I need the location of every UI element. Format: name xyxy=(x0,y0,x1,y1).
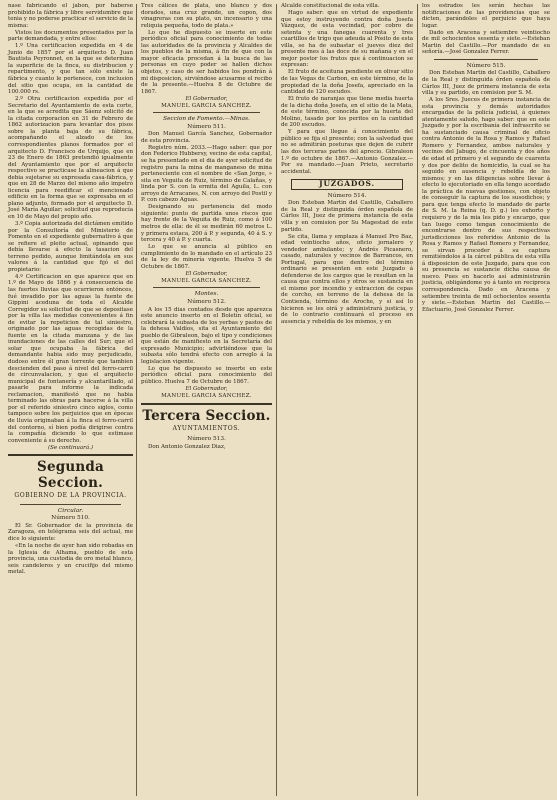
paragraph: El fruto de aceituna pendiente en olivar sitio de las Vegas de Carbon, en este término, de la propiedad de la doña Josefa, apreciado en la cantidad de 120 escudos. xyxy=(281,69,413,96)
notice-number: Número 515. xyxy=(466,62,506,69)
paragraph: Y para que llegue á conocimiento del público se fija el presente; con la salvedad que no se admitirán posturas que dejen de cubrir las dos terceras partes del aprecio. Gibraleon 1.º de octubre de 1867.—Antonio Gonzalez.—Por su mandado.—Juan Prieto, secretario accidental. xyxy=(281,129,413,175)
paragraph: 4.º Certificacion en que aparece que en 1.º de Mayo de 1866 y á consecuencia de las fuertes lluvias que ocurrieron entónces, fué invadido por las aguas la fuente de Gippini aceduna de toda el Alcalde Corregidor su solicitud de que se depositase por la villa las medidas convenientes á fin de evitar la repeticion de tal siniestro, originado por las aguas recogidas de la fuente en la citada manzana y de las inundaciones de las calles del Sur; que el solar que ocupaba la fábrica del demandante habia sido muy perjudicado, dudoso entre él gran torrente que tambien descienden del paso á nivel del ferro-carril de circunvalacion, y que el arquitecto municipal de fontanería y alcantarillado, al pasarle para informe la indicada reclamacion, manifestó que no habia terminado las obras para hacerse á la villa por el referido siniestro cinco siglos, como tampoco sobre los perjuicios que en épocas de lluvia originaban á la finca el ferro-carril del contorno, sí bien podía dirigirse contra la compañía diciendo lo que estimase conveniente á su derecho. xyxy=(8,273,133,444)
section-box-heading: JUZGADOS. xyxy=(291,179,403,190)
divider xyxy=(153,287,260,288)
paragraph: Don Antonio Gonzalez Diaz, xyxy=(148,443,226,450)
paragraph: Alcalde constitucional de esta villa. xyxy=(281,3,380,9)
notice-number: Número 510. xyxy=(51,515,90,522)
paragraph: Registro núm. 2033.—Hago saber: que por don Federico Hubbersy, vecino de esta capital, se ha presentado en el dia de ayer solicitud de registro para la mina de manganeso de mina perteneciente con el nombre de «San Jorge, » sita en Veguita de Ruiz, término de Calañas, y linda por S. con la ermita del Aguila, L. con arroyo de Arracanes, N. con arroyo del Postil y P. con cabezo Aguas. xyxy=(141,144,272,204)
paragraph: Lo que se anuncia al público en cumplimiento de lo mandado en el artículo 23 de la ley de minería vigente. Huelva 5 de Octubre de 1867. xyxy=(141,244,272,270)
column-3 xyxy=(281,3,413,800)
paragraph: Hago saber: que en virtud de expediente que estoy instruyendo contra doña Josefa Vázquez, de esta vecindad, por cobro de setenta y una fanegas cuarenta y tres cuartillos de trigo que adeuda al Pósito de esta villa, se ha de subastar el jueves diez del presente mes á las doce de su mañana y en el mejor postor los frutos que á continuacion se expresan: xyxy=(281,10,413,69)
notice-number: Número 511. xyxy=(187,123,226,130)
paragraph: nase fabricando el jabon, por haberse prohibido la fábrica y libre servidumbre que tenia y no poderse practicar el servicio de la misma: xyxy=(8,3,133,29)
paragraph: Lo que he dispuesto se inserte en este periódico oficial para conocimiento de todas las autoridades de la provincia y Alcaldes de los pueblos de la misma, á fin de que con la mayor eficacia procedan á la busca de las personas en cuyo poder se hallen dichos objetos, y caso de ser habidos los pondrán á mi disposicion, sirviéndose acusarme el recibo de la presente.—Huelva 8 de Octubre de 1867. xyxy=(141,29,272,95)
notice-title: Montes. xyxy=(194,291,219,298)
signature-title: El Gobernador, xyxy=(185,386,228,393)
signature-name: MANUEL GARCIA SANCHEZ. xyxy=(161,102,252,109)
paragraph: Dado en Aracena y setiembre veintiocho de mil ochocientos sesenta y siete.—Esteban Martin del Castillo.—Por mandado de su señoría.—José Gonzalez Ferrer. xyxy=(422,29,550,56)
section-rule xyxy=(8,454,133,456)
signature-title: El Gobernador, xyxy=(185,270,228,277)
notice-title: Seccion de Fomento.—Minas. xyxy=(163,116,250,123)
column-divider xyxy=(417,4,418,796)
notice-number: Número 513. xyxy=(187,436,226,443)
paragraph: Tres cálices de plata, uno blanco y dos dorados, una cruz grande, un copon, dos vinagreras con su plato, un incensario y una reliquia pequeña, todo de plata.» xyxy=(141,3,272,29)
continuation-note: (Se continuará.) xyxy=(48,444,93,451)
divider xyxy=(153,112,260,113)
paragraph: A los 15 dias contados desde que aparezca este anuncio inserto en el Boletín oficial, se celebrará la subasta de los yerbas y pastos de la dehesa Valdíos, sita el Ayuntamiento del pueblo de Gibraleon, bajo el tipo y condiciones que están de manifiesto en la Secretaría del expresado Municipio; advirtiéndose que la subasta sólo tendrá efecto con arreglo á la legislacion vigente. xyxy=(141,306,272,365)
column-4 xyxy=(422,3,550,800)
divider xyxy=(434,59,538,60)
notice-title: Circular. xyxy=(57,507,84,514)
section-heading: Segunda Seccion. xyxy=(37,459,104,492)
column-divider xyxy=(136,4,137,796)
section-rule xyxy=(141,403,272,405)
paragraph: Designando su pertenencia del modo siguiente: punto de partida unos riscos que hay frente de la Veguita de Ruiz, como á 100 metros de ella: de él se medirán 60 metros L. y primera estaca, 200 á P. y segunda, 40 á S. y tercera y 40 á P. y cuarta. xyxy=(141,204,272,244)
paragraph: Vistos los documentos presentados por la parte demandada, y entre ellos: xyxy=(8,29,133,43)
paragraph: 3.º Copia autorizada del dictámen emitido por la Consultoría del Ministerio de Fomento en el expediente gubernativo á que se refiere el pleito actual, opinando que debía llevarse á efecto la tasacion del terreno pedido, aunque limitándola en sus valores á la cantidad que fijó el del propietario: xyxy=(8,221,133,273)
paragraph: El fruto de naranjas que tiene media huerta de la dicha doña Josefa, en el sitio de la Mata, de este término, conocida por la huerta del Molino, tasado por los peritos en la cantidad de 200 escudos. xyxy=(281,96,413,129)
paragraph: 1.º Una certificacion expedida en 4 de Junio de 1857 por el arquitecto D. Juan Bautista Peyronnet, en la que se determina la superficie de la finca, su distribucion y repartimento, y que tan sólo existe la fábrica y cuanto le pertenece, con inclusion del sitio que ocupa, en la cantidad de 100.000 rs. xyxy=(8,43,133,96)
paragraph: El Sr. Gobernador de la provincia de Zaragoza, en telégrama seis del actual, me dice lo siguiente: xyxy=(8,522,133,542)
paragraph: «En la noche de ayer han sido robadas en la Iglesia de Alhama, pueblo de esta provincia, una custodia de oro metal blanco, seis candeleros y un crucifijo del mismo metal. xyxy=(8,542,133,576)
paragraph: Don Esteban Martin del Castillo, Caballero de la Real y distinguida órden española de Cárlos III, Juez de primera instancia de esta villa y en comision por Su Magestad de este partido. xyxy=(281,200,413,233)
notice-number: Número 514. xyxy=(327,192,367,199)
paragraph: Se cita, llama y emplaza á Manuel Pro Baz, edad veintiocho años, oficio jornalero y vendedor ambulante; y Andrés Picasnero, casado, naturales y vecinos de Barrancos, en Portugal, para que dentro del término ordinario se presenten en este Juzgado á defenderse de los cargos que le resultan en la causa que contra ellos y otros se sustancia en el mismo por incendio y extraccion de cepas de corcho, en terreno de la dehesa de la Contienda, término de Aroche, y si así lo hicieren se les oirá y administrará justicia, y de lo contrario continuará el proceso en ausencia y rebeldía de los mismos, y en xyxy=(281,233,413,325)
paragraph: Lo que he dispuesto se inserte en este periódico oficial para conocimiento del público. Huelva 7 de Octubre de 1867. xyxy=(141,365,272,386)
paragraph: Don Manuel García Sanchez, Gobernador de esta provincia. xyxy=(141,131,272,144)
section-subheading: AYUNTAMIENTOS. xyxy=(172,424,241,432)
paragraph: Don Esteban Martin del Castillo, Caballero de la Real y distinguida órden española de Cárlos III, Juez de primera instancia de esta villa y su partido, en comision por S. M. xyxy=(422,70,550,97)
notice-number: Número 512. xyxy=(187,298,226,305)
column-2 xyxy=(141,3,272,800)
section-subheading: GOBIERNO DE LA PROVINCIA. xyxy=(14,492,127,500)
paragraph: los estrados les serán hechas las notificaciones de las providencias que se dicten, parándoles el perjuicio que haya lugar. xyxy=(422,3,550,29)
paragraph: A los Sres. Jueces de primera instancia de esta provincia y demás autoridades encargadas de la policía judicial, á quienes atentamente saludo, hago saber: que en este Juzgado y por la escribanía del infrascrito se ha sustanciado causa criminal de oficio contra Antonio de la Rosa y Ramos y Rafael Romero y Fernandez, ambos naturales y vecinos del Jabugo, de cincuenta y dos años de edad el primero y el segundo de cuarenta y dos por delito de homicidio, la cual se ha seguido en ausencia y rebeldía de los mismos; y en las diligencias sobre llevar á efecto lo ejecutoriado en ella tengo acordado la práctica de nuevas gestiones, con objeto de conseguir la captura de los susodichos; y para que tenga efecto lo mandado de parte de S. M. la Reina (q. D. g.) les exhorto y requiero y de la mia les pido y encargo, que tan luego como tengan conocimiento de encontrarse dentro de sus respectivas jurisdicciones los referidos Antonio de la Rosa y Ramos y Rafael Romero y Fernandez, se sirvan proceder á su captura remitiéndolos á la cárcel pública de esta villa á disposicion de este Juzgado, para que con su presencia se sustancie dicha causa de nuevo. Pues en hacerlo así administrarán justicia, obligándome yo á tanto en reciproca correspondencia. Dado en Aracena y setiembre treinta de mil ochocientos sesenta y siete.—Esteban Martin del Castillo.—Efactuario, José Gonzalez Ferrer. xyxy=(422,97,550,313)
signature-name: MANUEL GARCIA SANCHEZ. xyxy=(161,393,252,400)
paragraph: 2.º Otra certificacion expedida por el Secretario del Ayuntamiento de esta corte, en la que se acredita que Sáenz solicitó de la citada corporacion en 31 de Febrero de 1862 autorizacion para levantar dos pisos sobre la planta baja de su fábrica, acompañando el alzado de los correspondientes planos formados por el arquitecto D. Francisco de Urquijo, que en 23 de Enero de 1863 pretendió igualmente del Ayuntamiento que por el arquitecto respectivo se practicase la alineacion á que debia sujetarse su expresada casa-fábrica, y que en 28 de Marzo del mismo año impetró licencia para reedificar el mencionado edificio en la forma que se expresaba en el plano adjunto, formado por el arquitecto D. José María Aguilar; solicitud que reproducía en 10 de Mayo del propio año. xyxy=(8,96,133,220)
signature-name: MANUEL GARCIA SANCHEZ. xyxy=(161,277,252,284)
section-heading: Tercera Seccion. xyxy=(142,407,271,424)
column-divider xyxy=(276,4,277,796)
column-1 xyxy=(8,3,133,800)
signature-title: El Gobernador, xyxy=(185,95,228,102)
divider xyxy=(20,504,121,505)
